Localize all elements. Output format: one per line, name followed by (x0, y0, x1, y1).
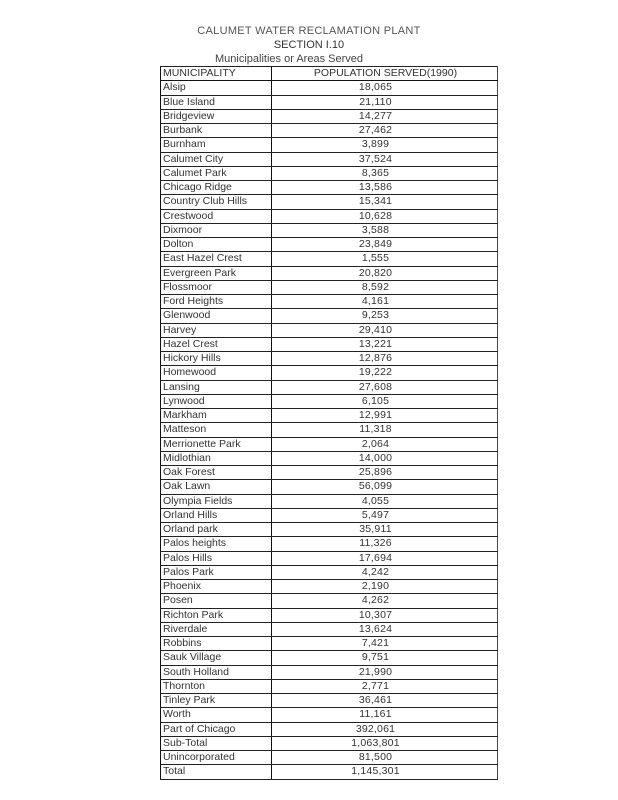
population-cell: 9,253 (272, 309, 498, 323)
table-row (161, 594, 498, 608)
population-cell: 21,110 (272, 95, 498, 109)
table-row (161, 736, 498, 750)
table-row (161, 352, 498, 366)
population-cell: 19,222 (272, 366, 498, 380)
table-row (161, 181, 498, 195)
population-cell: 27,608 (272, 380, 498, 394)
table-row (161, 409, 498, 423)
population-cell: 4,262 (272, 594, 498, 608)
table-row (161, 508, 498, 522)
population-cell: 12,876 (272, 352, 498, 366)
population-cell: 1,063,801 (272, 736, 498, 750)
municipality-cell: Sub-Total (161, 736, 272, 750)
table-row (161, 494, 498, 508)
table-row (161, 366, 498, 380)
municipality-cell: Markham (161, 409, 272, 423)
municipality-cell: Lynwood (161, 394, 272, 408)
municipality-cell: Calumet City (161, 152, 272, 166)
municipality-cell: Midlothian (161, 451, 272, 465)
population-cell: 2,771 (272, 679, 498, 693)
municipality-cell: Burbank (161, 124, 272, 138)
municipality-cell: Country Club Hills (161, 195, 272, 209)
municipality-cell: Evergreen Park (161, 266, 272, 280)
population-cell: 29,410 (272, 323, 498, 337)
municipality-cell: Dixmoor (161, 223, 272, 237)
population-cell: 5,497 (272, 508, 498, 522)
municipality-cell: Hickory Hills (161, 352, 272, 366)
table-row (161, 437, 498, 451)
municipality-cell: Oak Forest (161, 466, 272, 480)
population-cell: 3,588 (272, 223, 498, 237)
population-cell: 13,586 (272, 181, 498, 195)
municipality-cell: Posen (161, 594, 272, 608)
table-row (161, 295, 498, 309)
population-cell: 27,462 (272, 124, 498, 138)
column-header-municipality: MUNICIPALITY (161, 67, 272, 81)
table-row (161, 451, 498, 465)
population-cell: 3,899 (272, 138, 498, 152)
table-row (161, 195, 498, 209)
population-cell: 25,896 (272, 466, 498, 480)
population-cell: 14,000 (272, 451, 498, 465)
population-cell: 15,341 (272, 195, 498, 209)
table-row (161, 166, 498, 180)
population-cell: 6,105 (272, 394, 498, 408)
table-row (161, 537, 498, 551)
population-cell: 56,099 (272, 480, 498, 494)
table-row (161, 266, 498, 280)
table-body (161, 81, 498, 779)
table-row (161, 523, 498, 537)
municipality-cell: Tinley Park (161, 694, 272, 708)
municipality-cell: Lansing (161, 380, 272, 394)
population-cell: 1,145,301 (272, 765, 498, 779)
municipality-cell: Olympia Fields (161, 494, 272, 508)
table-row (161, 466, 498, 480)
population-cell: 11,318 (272, 423, 498, 437)
municipality-cell: Bridgeview (161, 109, 272, 123)
municipality-cell: Chicago Ridge (161, 181, 272, 195)
municipality-cell: Burnham (161, 138, 272, 152)
table-row (161, 637, 498, 651)
municipality-cell: Orland Hills (161, 508, 272, 522)
municipality-cell: Calumet Park (161, 166, 272, 180)
table-row (161, 665, 498, 679)
table-row (161, 223, 498, 237)
population-cell: 2,064 (272, 437, 498, 451)
table-row (161, 337, 498, 351)
table-row (161, 708, 498, 722)
table-caption: Municipalities or Areas Served (215, 53, 363, 65)
population-cell: 8,365 (272, 166, 498, 180)
table-row (161, 309, 498, 323)
population-cell: 9,751 (272, 651, 498, 665)
municipality-cell: Matteson (161, 423, 272, 437)
table-row (161, 679, 498, 693)
table-row (161, 81, 498, 95)
population-table (160, 66, 498, 780)
population-cell: 10,628 (272, 209, 498, 223)
municipality-cell: Phoenix (161, 580, 272, 594)
population-cell: 8,592 (272, 280, 498, 294)
population-cell: 37,524 (272, 152, 498, 166)
population-cell: 4,055 (272, 494, 498, 508)
population-cell: 36,461 (272, 694, 498, 708)
municipality-cell: Flossmoor (161, 280, 272, 294)
population-cell: 17,694 (272, 551, 498, 565)
population-cell: 14,277 (272, 109, 498, 123)
table-row (161, 608, 498, 622)
population-cell: 20,820 (272, 266, 498, 280)
municipality-cell: Glenwood (161, 309, 272, 323)
municipality-cell: Blue Island (161, 95, 272, 109)
table-row (161, 252, 498, 266)
population-cell: 1,555 (272, 252, 498, 266)
municipality-cell: Palos Park (161, 565, 272, 579)
municipality-cell: Sauk Village (161, 651, 272, 665)
population-cell: 12,991 (272, 409, 498, 423)
municipality-cell: Dolton (161, 238, 272, 252)
table-row (161, 651, 498, 665)
municipality-cell: Crestwood (161, 209, 272, 223)
municipality-cell: Robbins (161, 637, 272, 651)
table-row (161, 280, 498, 294)
municipality-cell: Orland park (161, 523, 272, 537)
table-row (161, 694, 498, 708)
population-cell: 13,624 (272, 622, 498, 636)
municipality-cell: South Holland (161, 665, 272, 679)
table-row (161, 751, 498, 765)
population-cell: 10,307 (272, 608, 498, 622)
population-cell: 4,242 (272, 565, 498, 579)
population-cell: 11,161 (272, 708, 498, 722)
table-header-row (161, 67, 498, 81)
population-cell: 4,161 (272, 295, 498, 309)
municipality-cell: Merrionette Park (161, 437, 272, 451)
municipality-cell: Unincorporated (161, 751, 272, 765)
table-row (161, 580, 498, 594)
municipality-cell: Palos heights (161, 537, 272, 551)
population-cell: 7,421 (272, 637, 498, 651)
municipality-cell: Part of Chicago (161, 722, 272, 736)
population-cell: 21,990 (272, 665, 498, 679)
table-row (161, 209, 498, 223)
municipality-cell: East Hazel Crest (161, 252, 272, 266)
table-row (161, 238, 498, 252)
population-cell: 81,500 (272, 751, 498, 765)
table-row (161, 423, 498, 437)
table-row (161, 380, 498, 394)
population-cell: 392,061 (272, 722, 498, 736)
table-row (161, 152, 498, 166)
municipality-cell: Harvey (161, 323, 272, 337)
municipality-cell: Oak Lawn (161, 480, 272, 494)
population-cell: 23,849 (272, 238, 498, 252)
table-row (161, 765, 498, 779)
population-cell: 13,221 (272, 337, 498, 351)
municipality-cell: Worth (161, 708, 272, 722)
municipality-cell: Ford Heights (161, 295, 272, 309)
table-row (161, 622, 498, 636)
population-cell: 2,190 (272, 580, 498, 594)
table-row (161, 323, 498, 337)
section-label: SECTION I.10 (273, 39, 345, 51)
column-header-population: POPULATION SERVED(1990) (272, 67, 498, 81)
municipality-cell: Hazel Crest (161, 337, 272, 351)
municipality-cell: Alsip (161, 81, 272, 95)
table-row (161, 109, 498, 123)
population-cell: 18,065 (272, 81, 498, 95)
municipality-cell: Homewood (161, 366, 272, 380)
document-title: CALUMET WATER RECLAMATION PLANT (197, 25, 421, 37)
municipality-cell: Thornton (161, 679, 272, 693)
table-row (161, 124, 498, 138)
population-cell: 35,911 (272, 523, 498, 537)
table-row (161, 480, 498, 494)
table-row (161, 551, 498, 565)
table-row (161, 565, 498, 579)
table-row (161, 138, 498, 152)
table-row (161, 394, 498, 408)
municipality-cell: Total (161, 765, 272, 779)
table-row (161, 95, 498, 109)
municipality-cell: Richton Park (161, 608, 272, 622)
municipality-cell: Palos Hills (161, 551, 272, 565)
municipality-cell: Riverdale (161, 622, 272, 636)
table-row (161, 722, 498, 736)
population-cell: 11,326 (272, 537, 498, 551)
